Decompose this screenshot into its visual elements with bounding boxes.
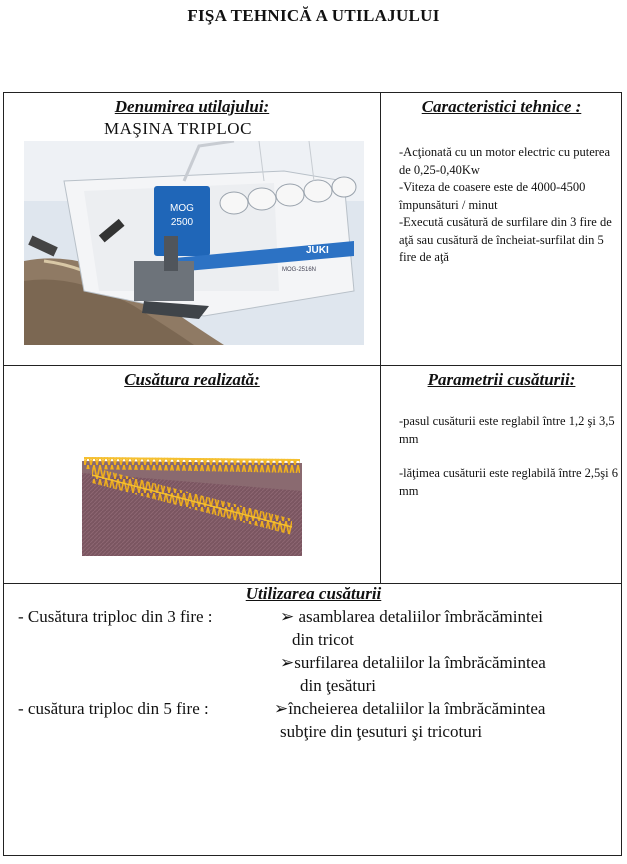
sewing-machine-image xyxy=(24,141,364,345)
parameter-item: -lăţimea cusăturii este reglabilă între 2,5şi 6 mm xyxy=(399,466,619,498)
model-badge-line1: MOG xyxy=(170,203,194,214)
page-title: FIŞA TEHNICĂ A UTILAJULUI xyxy=(187,6,440,25)
model-badge-line2: 2500 xyxy=(170,217,194,228)
usage-row1-item1-cont: din tricot xyxy=(292,630,354,649)
machine-name: MAŞINA TRIPLOC xyxy=(104,119,252,138)
seam-heading: Cusătura realizată: xyxy=(124,370,260,389)
characteristic-item: -Execută cusătură de surfilare din 3 fire de aţă sau cusătură de încheiat-surfilat din 5 fire de aţă xyxy=(399,215,612,264)
machine-heading: Denumirea utilajului: xyxy=(114,97,270,116)
usage-row1-label: - Cusătura triploc din 3 fire : xyxy=(18,607,213,626)
usage-row2-item1: ➢încheierea detaliilor la îmbrăcămintea xyxy=(274,699,546,718)
characteristic-item: -Viteza de coasere este de 4000-4500 împunsături / minut xyxy=(399,180,586,212)
parameter-item: -pasul cusăturii este reglabil între 1,2 şi 3,5 mm xyxy=(399,414,615,446)
row-divider-1 xyxy=(4,365,621,366)
seam-sample-image xyxy=(82,451,302,556)
usage-section xyxy=(4,605,623,845)
characteristics-heading: Caracteristici tehnice : xyxy=(421,97,582,116)
usage-row1-item2: ➢surfilarea detaliilor la îmbrăcămintea xyxy=(280,653,546,672)
technical-sheet-table xyxy=(3,92,622,856)
model-code: MOG-2516N xyxy=(282,267,317,273)
usage-row2-item1-cont: subţire din ţesuturi şi tricoturi xyxy=(280,722,483,741)
parameters-list xyxy=(399,413,619,500)
usage-row1-item1: ➢ asamblarea detaliilor îmbrăcămintei xyxy=(280,607,543,626)
characteristic-item: -Acţionată cu un motor electric cu puterea de 0,25-0,40Kw xyxy=(399,145,611,177)
brand-label: JUKI xyxy=(306,245,329,256)
usage-heading: Utilizarea cusăturii xyxy=(245,584,382,603)
column-divider xyxy=(380,93,381,583)
usage-row1-item2-cont: din ţesături xyxy=(300,676,377,695)
usage-row2-label: - cusătura triploc din 5 fire : xyxy=(18,699,209,718)
characteristics-list xyxy=(399,144,619,267)
parameters-heading: Parametrii cusăturii: xyxy=(427,370,576,389)
